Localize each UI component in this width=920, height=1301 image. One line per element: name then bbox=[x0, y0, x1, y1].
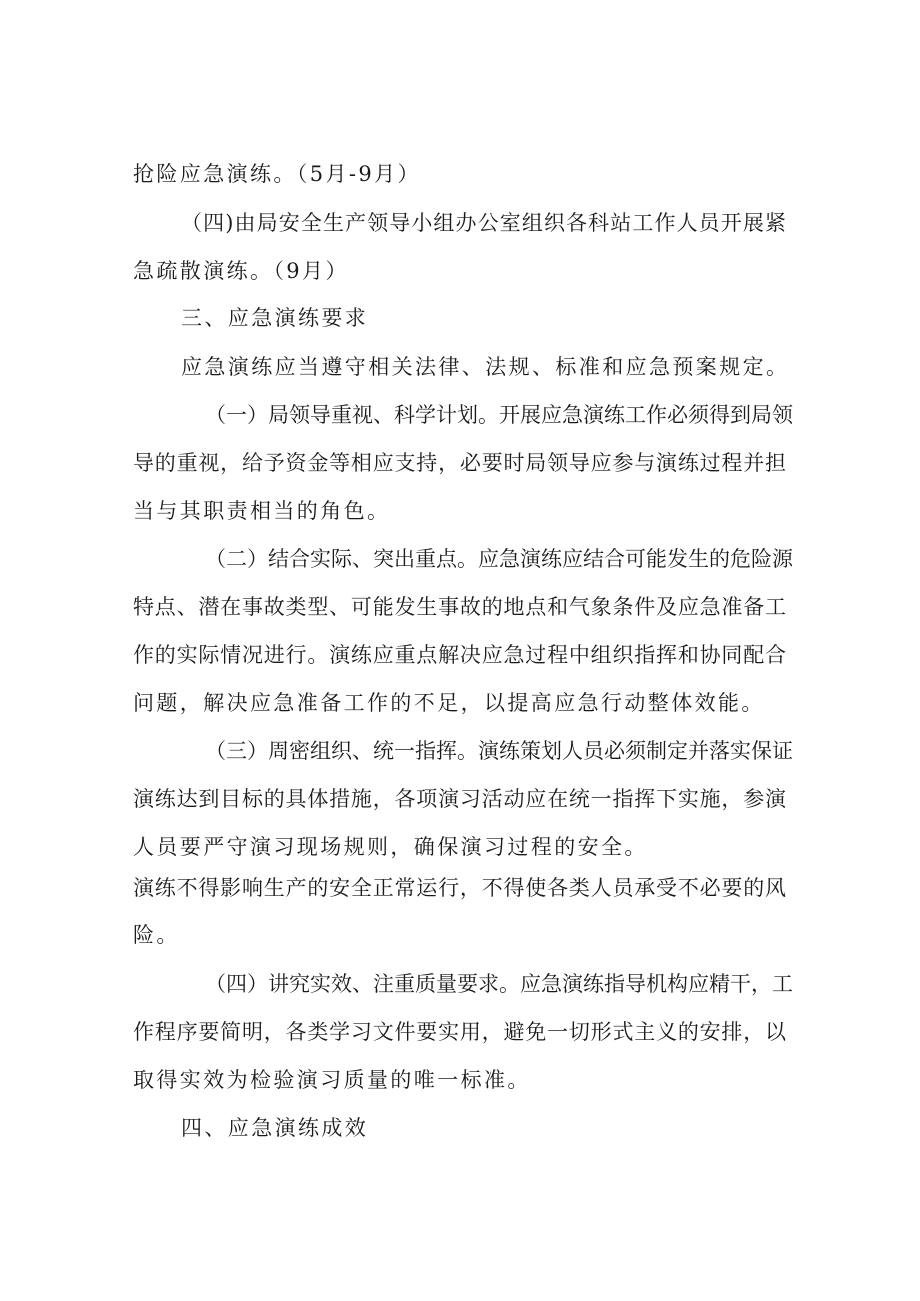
paragraph-line: （四)由局安全生产领导小组办公室组织各科站工作人员开展紧 bbox=[181, 211, 786, 235]
paragraph-line: （三）周密组织、统一指挥。演练策划人员必须制定并落实保证 bbox=[205, 739, 793, 763]
paragraph-line: 人员要严守演习现场规则，确保演习过程的安全。 bbox=[133, 835, 648, 859]
paragraph-line: （二）结合实际、突出重点。应急演练应结合可能发生的危险源 bbox=[205, 547, 793, 571]
paragraph-line: 当与其职责相当的角色。 bbox=[133, 499, 391, 523]
paragraph-line: 导的重视，给予资金等相应支持，必要时局领导应参与演练过程并担 bbox=[133, 451, 786, 475]
section-heading: 三、应急演练要求 bbox=[181, 306, 369, 330]
paragraph-line: （一）局领导重视、科学计划。开展应急演练工作必须得到局领 bbox=[205, 403, 793, 427]
paragraph-line: 作程序要简明，各类学习文件要实用，避免一切形式主义的安排，以 bbox=[133, 1020, 786, 1044]
paragraph-line: 应急演练应当遵守相关法律、法规、标准和应急预案规定。 bbox=[181, 355, 790, 379]
section-heading: 四、应急演练成效 bbox=[181, 1116, 369, 1140]
paragraph-line: （四）讲究实效、注重质量要求。应急演练指导机构应精干，工 bbox=[205, 972, 793, 996]
paragraph-line: 演练达到目标的具体措施，各项演习活动应在统一指挥下实施，参演 bbox=[133, 787, 786, 811]
paragraph-line: 取得实效为检验演习质量的唯一标准。 bbox=[133, 1068, 531, 1092]
paragraph-line: 抢险应急演练。（5月-9月） bbox=[133, 162, 421, 186]
paragraph-line: 演练不得影响生产的安全正常运行，不得使各类人员承受不必要的风 bbox=[133, 876, 786, 900]
paragraph-line: 作的实际情况进行。演练应重点解决应急过程中组织指挥和协同配合 bbox=[133, 643, 786, 667]
paragraph-line: 问题，解决应急准备工作的不足，以提高应急行动整体效能。 bbox=[133, 691, 765, 715]
paragraph-line: 特点、潜在事故类型、可能发生事故的地点和气象条件及应急准备工 bbox=[133, 595, 786, 619]
paragraph-line: 急疏散演练。（9月） bbox=[133, 259, 349, 283]
paragraph-line: 险。 bbox=[133, 923, 180, 947]
